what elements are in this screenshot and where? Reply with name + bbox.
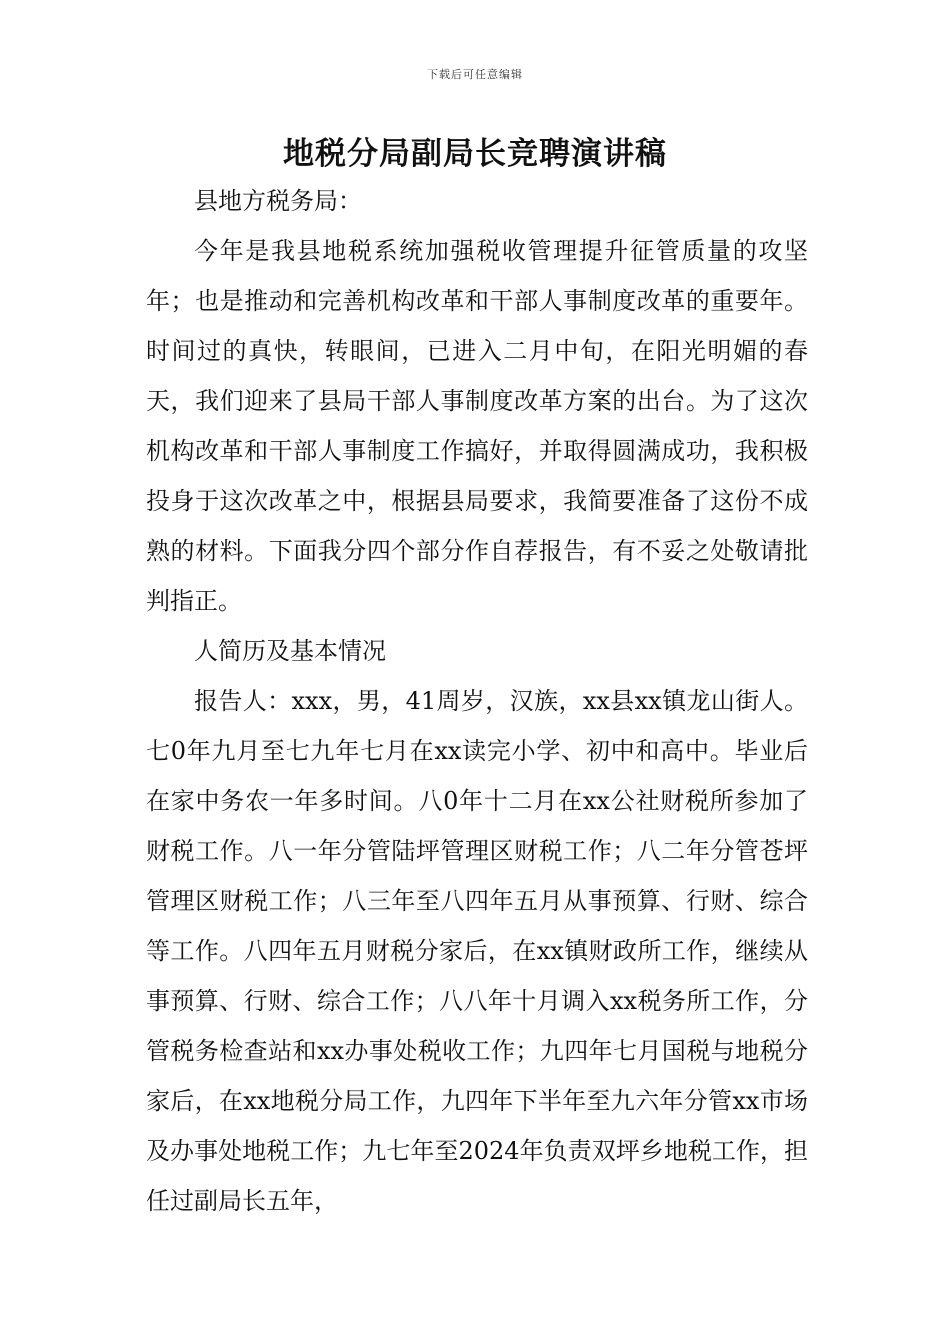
document-title: 地税分局副局长竞聘演讲稿: [283, 136, 667, 172]
section-heading: 人简历及基本情况: [194, 637, 386, 665]
body-paragraph: 报告人：xxx，男，41周岁，汉族，xx县xx镇龙山街人。七0年九月至七九年七月在xx读完小学、初中和高中。毕业后在家中务农一年多时间。八0年十二月在xx公社财税所参加了财税工作。八一年分管陆坪管理区财税工作；八二年分管苍坪管理区财税工作；八三年至八四年五月从事预算、行财、综合等工作。八四年五月财税分家后，在xx镇财政所工作，继续从事预算、行财、综合工作；八八年十月调入xx税务所工作，分管税务检查站和xx办事处税收工作；九四年七月国税与地税分家后，在xx地税分局工作，九四年下半年至九六年分管xx市场及办事处地税工作；九七年至2024年负责双坪乡地税工作，担任过副局长五年，: [146, 687, 808, 1215]
salutation: 县地方税务局：: [194, 187, 362, 215]
header-note: 下载后可任意编辑: [427, 68, 523, 81]
document-body: [146, 176, 808, 1226]
body-paragraph: 今年是我县地税系统加强税收管理提升征管质量的攻坚年；也是推动和完善机构改革和干部人事制度改革的重要年。时间过的真快，转眼间，已进入二月中旬，在阳光明媚的春天，我们迎来了县局干部人事制度改革方案的出台。为了这次机构改革和干部人事制度工作搞好，并取得圆满成功，我积极投身于这次改革之中，根据县局要求，我简要准备了这份不成熟的材料。下面我分四个部分作自荐报告，有不妥之处敬请批判指正。: [146, 237, 808, 615]
